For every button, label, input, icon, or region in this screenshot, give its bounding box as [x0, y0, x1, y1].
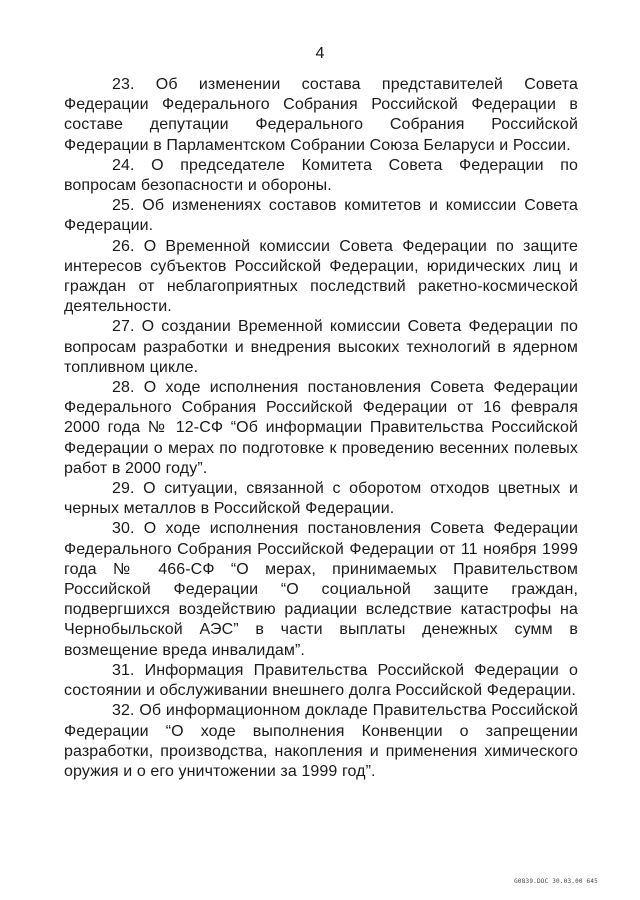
agenda-item-31: 31. Информация Правительства Российской Федерации о состоянии и обслуживании внешнего долга Российской Федерации. [64, 661, 578, 700]
agenda-item-30: 30. О ходе исполнения постановления Совета Федерации Федерального Собрания Российской Федерации от 11 ноября 1999 года № 466-СФ “О мерах, принимаемых Правительством Российской Федерации “О социальной защите граждан, подвергшихся воздействию радиации вследствие катастрофы на Чернобыльской АЭС” в части выплаты денежных сумм в возмещение вреда инвалидам”. [64, 520, 578, 659]
agenda-item-28: 28. О ходе исполнения постановления Совета Федерации Федерального Собрания Российской Федерации от 16 февраля 2000 года № 12-СФ “Об информации Правительства Российской Федерации о мерах по подготовке к проведению весенних полевых работ в 2000 году”. [64, 379, 578, 477]
agenda-item-24: 24. О председателе Комитета Совета Федерации по вопросам безопасности и обороны. [64, 156, 578, 195]
agenda-item-27: 27. О создании Временной комиссии Совета Федерации по вопросам разработки и внедрения высоких технологий в ядерном топливном цикле. [64, 318, 578, 376]
page-number: 4 [315, 45, 325, 62]
agenda-item-23: 23. Об изменении состава представителей Совета Федерации Федерального Собрания Российской Федерации в составе депутации Федерального Собрания Российской Федерации в Парламентском Собрании Союза Беларуси и России. [64, 76, 578, 154]
agenda-item-25: 25. Об изменениях составов комитетов и комиссии Совета Федерации. [64, 197, 578, 235]
agenda-item-32: 32. Об информационном докладе Правительства Российской Федерации “О ходе выполнения Конвенции о запрещении разработки, производства, накопления и применения химического оружия и о его уничтожении за 1999 год”. [64, 702, 578, 780]
agenda-item-29: 29. О ситуации, связанной с оборотом отходов цветных и черных металлов в Российской Федерации. [64, 480, 578, 518]
agenda-item-26: 26. О Временной комиссии Совета Федерации по защите интересов субъектов Российской Федерации, юридических лиц и граждан от неблагоприятных последствий ракетно-космической деятельности. [64, 237, 578, 316]
agenda-list [64, 75, 578, 782]
document-file-code: G0839.DOC 30.03.00 645 [514, 878, 598, 885]
